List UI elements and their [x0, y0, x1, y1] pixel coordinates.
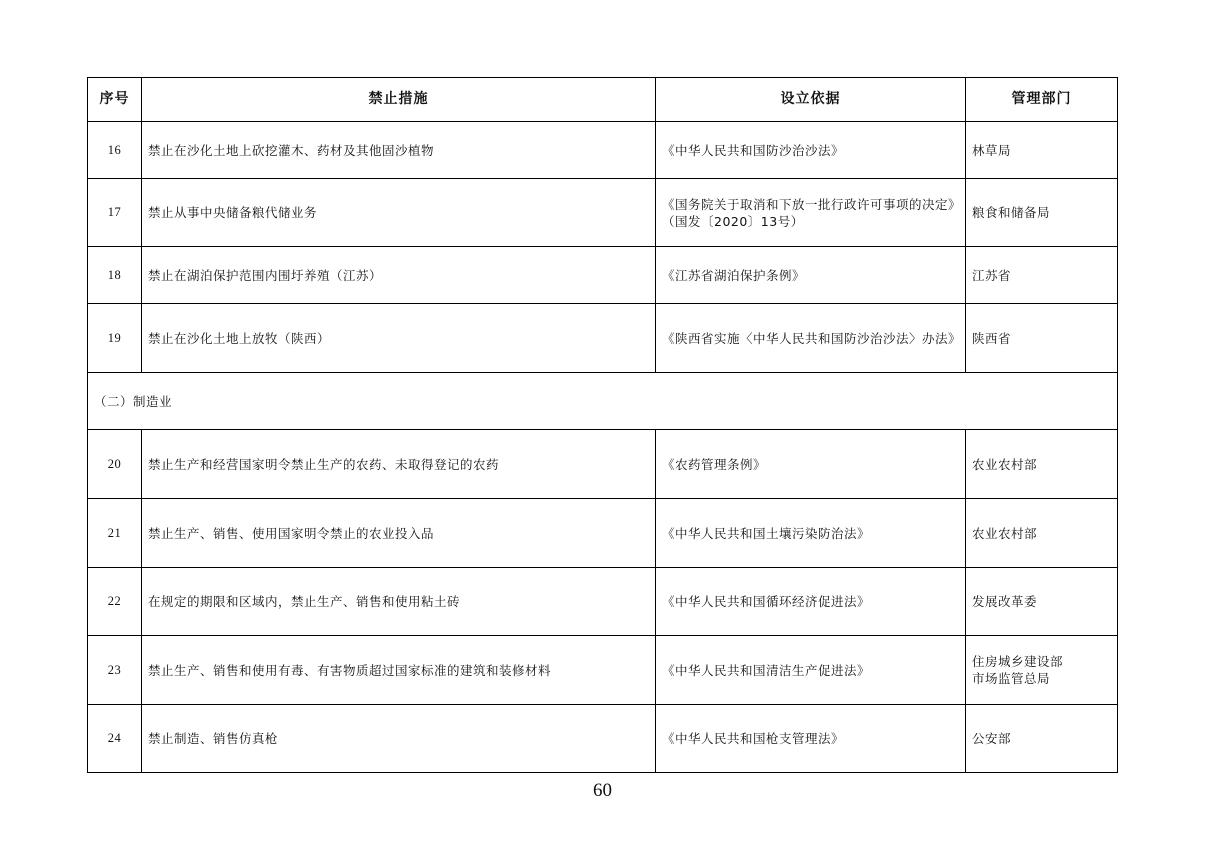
- prohibited-measures-table: [87, 77, 1118, 773]
- row-seq: 24: [88, 705, 142, 773]
- row-basis: 《江苏省湖泊保护条例》: [656, 247, 966, 304]
- row-measure: 禁止生产和经营国家明令禁止生产的农药、未取得登记的农药: [142, 430, 656, 499]
- row-department: 农业农村部: [966, 430, 1118, 499]
- row-seq: 23: [88, 636, 142, 705]
- header-seq: 序号: [88, 78, 142, 122]
- row-seq: 21: [88, 499, 142, 568]
- row-measure: 禁止在沙化土地上砍挖灌木、药材及其他固沙植物: [142, 122, 656, 179]
- row-department: 公安部: [966, 705, 1118, 773]
- table-row: [88, 705, 1118, 773]
- row-measure: 禁止在沙化土地上放牧（陕西）: [142, 304, 656, 373]
- row-seq: 22: [88, 568, 142, 636]
- row-basis: 《农药管理条例》: [656, 430, 966, 499]
- header-measure: 禁止措施: [142, 78, 656, 122]
- page-number: 60: [593, 780, 612, 801]
- header-basis: 设立依据: [656, 78, 966, 122]
- row-basis: 《中华人民共和国枪支管理法》: [656, 705, 966, 773]
- row-measure: 禁止制造、销售仿真枪: [142, 705, 656, 773]
- table-header-row: [88, 78, 1118, 122]
- header-department: 管理部门: [966, 78, 1118, 122]
- row-seq: 17: [88, 179, 142, 247]
- row-department: 陕西省: [966, 304, 1118, 373]
- table-row: [88, 636, 1118, 705]
- table-row: [88, 247, 1118, 304]
- row-seq: 16: [88, 122, 142, 179]
- row-department: 江苏省: [966, 247, 1118, 304]
- section-row: [88, 373, 1118, 430]
- row-basis: 《中华人民共和国防沙治沙法》: [656, 122, 966, 179]
- row-basis: 《国务院关于取消和下放一批行政许可事项的决定》（国发〔2020〕13号）: [656, 179, 966, 247]
- row-measure: 禁止在湖泊保护范围内围圩养殖（江苏）: [142, 247, 656, 304]
- table-row: [88, 568, 1118, 636]
- row-department: 住房城乡建设部 市场监管总局: [966, 636, 1118, 705]
- table-row: [88, 499, 1118, 568]
- row-basis: 《中华人民共和国土壤污染防治法》: [656, 499, 966, 568]
- row-basis: 《中华人民共和国清洁生产促进法》: [656, 636, 966, 705]
- row-department: 发展改革委: [966, 568, 1118, 636]
- row-department: 农业农村部: [966, 499, 1118, 568]
- row-measure: 在规定的期限和区域内，禁止生产、销售和使用粘土砖: [142, 568, 656, 636]
- row-department: 林草局: [966, 122, 1118, 179]
- table-row: [88, 122, 1118, 179]
- row-basis: 《陕西省实施〈中华人民共和国防沙治沙法〉办法》: [656, 304, 966, 373]
- row-measure: 禁止从事中央储备粮代储业务: [142, 179, 656, 247]
- row-measure: 禁止生产、销售、使用国家明令禁止的农业投入品: [142, 499, 656, 568]
- section-title: （二）制造业: [88, 373, 1118, 430]
- row-seq: 20: [88, 430, 142, 499]
- row-seq: 18: [88, 247, 142, 304]
- row-department: 粮食和储备局: [966, 179, 1118, 247]
- row-seq: 19: [88, 304, 142, 373]
- table-row: [88, 304, 1118, 373]
- row-basis: 《中华人民共和国循环经济促进法》: [656, 568, 966, 636]
- row-measure: 禁止生产、销售和使用有毒、有害物质超过国家标准的建筑和装修材料: [142, 636, 656, 705]
- table-row: [88, 430, 1118, 499]
- table-row: [88, 179, 1118, 247]
